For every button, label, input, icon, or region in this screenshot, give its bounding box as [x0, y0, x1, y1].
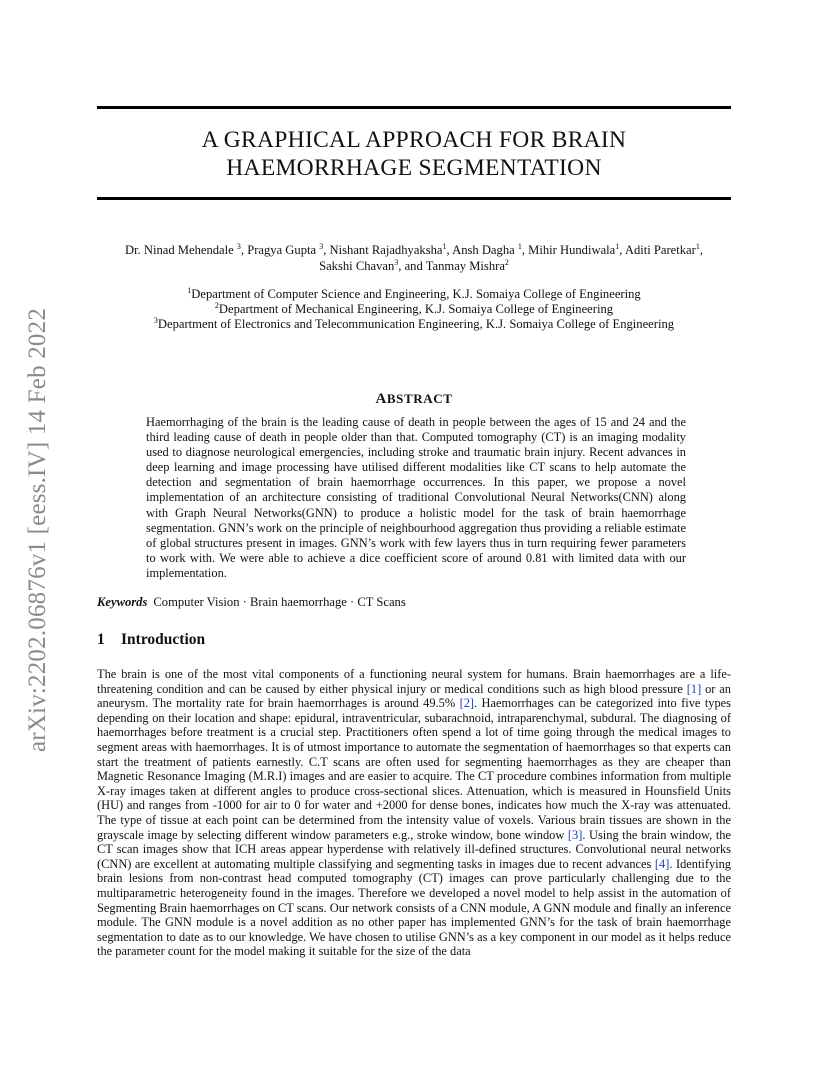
- affiliation-mark: 2: [214, 301, 219, 310]
- section-heading: [97, 631, 205, 649]
- author-affil-mark: 3: [319, 242, 324, 251]
- author-affil-mark: 3: [236, 242, 241, 251]
- author-text: , and Tanmay Mishra: [398, 259, 505, 273]
- citation-link[interactable]: [4]: [654, 856, 670, 871]
- author-list: [97, 242, 731, 274]
- affiliation-text: Department of Mechanical Engineering, K.J. Somaiya College of Engineering: [218, 302, 614, 316]
- abstract-heading: [97, 391, 731, 408]
- introduction-paragraph: [97, 667, 731, 959]
- author-text: Dr. Ninad Mehendale: [124, 243, 237, 257]
- section-title: Introduction: [121, 631, 206, 648]
- author-affil-mark: 2: [504, 258, 509, 267]
- abstract-heading-rest: BSTRACT: [386, 391, 453, 406]
- author-affil-mark: 1: [615, 242, 620, 251]
- keywords-line: [97, 595, 406, 610]
- author-affil-mark: 1: [695, 242, 700, 251]
- author-text: , Mihir Hundiwala: [521, 243, 616, 257]
- affiliation-text: Department of Computer Science and Engineering, K.J. Somaiya College of Engineering: [191, 287, 641, 301]
- author-text: , Ansh Dagha: [446, 243, 518, 257]
- abstract-heading-initial: A: [375, 391, 387, 407]
- author-affil-mark: 3: [394, 258, 399, 267]
- keywords-text: Computer Vision · Brain haemorrhage · CT Scans: [153, 595, 406, 609]
- arxiv-identifier: arXiv:2202.06876v1 [eess.IV] 14 Feb 2022: [24, 307, 51, 753]
- affiliation-text: Department of Electronics and Telecommunication Engineering, K.J. Somaiya College of Engineering: [157, 317, 675, 331]
- keywords-label: Keywords: [97, 595, 148, 609]
- citation-link[interactable]: [1]: [686, 681, 702, 696]
- intro-text: The brain is one of the most vital components of a functioning neural system for humans. Brain haemorrhages are a life-threatening condition and can be caused by either physical injury or medical conditions such as high blood pressure: [97, 667, 731, 696]
- author-line-1: [97, 242, 731, 258]
- title-line-1: A GRAPHICAL APPROACH FOR BRAIN: [201, 127, 627, 153]
- affiliation-list: [97, 287, 731, 332]
- citation-link[interactable]: [2]: [459, 696, 475, 711]
- author-affil-mark: 1: [442, 242, 447, 251]
- affiliation-item: [97, 287, 731, 302]
- affiliation-mark: 3: [153, 316, 158, 325]
- section-number: 1: [97, 631, 105, 648]
- intro-text: . Haemorrhages can be categorized into five types depending on their location and shape: epidural, intraventricular, subarachnoid, intraparenchymal, subdural. The diagnosing of haemorrhages before treatment is a crucial step. Practitioners often spend a lot of time going through the medical images to segment areas with haemorrhages. It is of utmost importance to automate the segmentation of haemorrhages so that experts can start the treatment of patients earnestly. C.T scans are often used for segmenting haemorrhages as they are cheaper than Magnetic Resonance Imaging (M.R.I) images and are easier to acquire. The CT procedure combines information from multiple X-ray images taken at different angles to produce cross-sectional slices. Attenuation, which is measured in Hounsfield Units (HU) and ranges from -1000 for air to 0 for water and +2000 for dense bones, indicates how much the X-ray was attenuated. The type of tissue at each point can be determined from the intensity value of voxels. Various brain tissues are shown in the grayscale image by selecting different window parameters e.g., stroke window, bone window: [97, 696, 731, 842]
- paper-title: [97, 126, 731, 182]
- author-affil-mark: 1: [517, 242, 522, 251]
- author-text: , Pragya Gupta: [240, 243, 320, 257]
- intro-text: . Identifying brain lesions from non-contrast head computed tomography (CT) images can prove particularly challenging due to the multiparametric heterogeneity found in the images. Therefore we developed a novel model to help assist in the automation of Segmenting Brain haemorrhages on CT scans. Our network consists of a CNN module, A GNN module and finally an inference module. The GNN module is a novel addition as no other paper has implemented GNN’s for the task of brain haemorrhage segmentation to date as to our knowledge. We have chosen to utilise GNN’s as a key component in our model as it helps reduce the parameter count for the model making it suitable for the size of the data: [97, 856, 731, 959]
- affiliation-item: [97, 302, 731, 317]
- affiliation-item: [97, 317, 731, 332]
- author-text: , Aditi Paretkar: [619, 243, 696, 257]
- title-line-2: HAEMORRHAGE SEGMENTATION: [226, 155, 602, 181]
- author-text: , Nishant Rajadhyaksha: [323, 243, 443, 257]
- author-text: Sakshi Chavan: [319, 259, 395, 273]
- citation-link[interactable]: [3]: [567, 827, 583, 842]
- intro-text: or an aneurysm. The mortality rate for brain haemorrhages is around 49.5%: [97, 681, 731, 711]
- title-rule-top: [97, 106, 731, 109]
- abstract-text: Haemorrhaging of the brain is the leading cause of death in people between the ages of 15 and 24 and the third leading cause of death in people older than that. Computed tomography (CT) is an imaging modality used to diagnose neurological emergencies, including stroke and traumatic brain injury. Recent advances in deep learning and image processing have utilised different modalities like CT scans to help automate the detection and segmentation of brain haemorrhage occurrences. In this paper, we propose a novel implementation of an architecture consisting of traditional Convolutional Neural Networks(CNN) along with Graph Neural Networks(GNN) to produce a holistic model for the task of brain haemorrhage segmentation. GNN’s work on the principle of neighbourhood aggregation thus providing a reliable estimate of global structures present in images. GNN’s work with few layers thus in turn requiring fewer parameters to work with. We were able to achieve a dice coefficient score of around 0.81 with limited data with our implementation.: [146, 415, 686, 580]
- intro-text: . Using the brain window, the CT scan images show that ICH areas appear hyperdense with relatively ill-defined structures. Convolutional neural networks (CNN) are excellent at automating multiple classifying and segmenting tasks in images due to recent advances: [97, 827, 731, 871]
- arxiv-identifier-margin: [18, 285, 58, 775]
- author-line-2: [97, 258, 731, 274]
- author-text: ,: [699, 243, 704, 257]
- title-rule-bottom: [97, 197, 731, 200]
- affiliation-mark: 1: [187, 286, 192, 295]
